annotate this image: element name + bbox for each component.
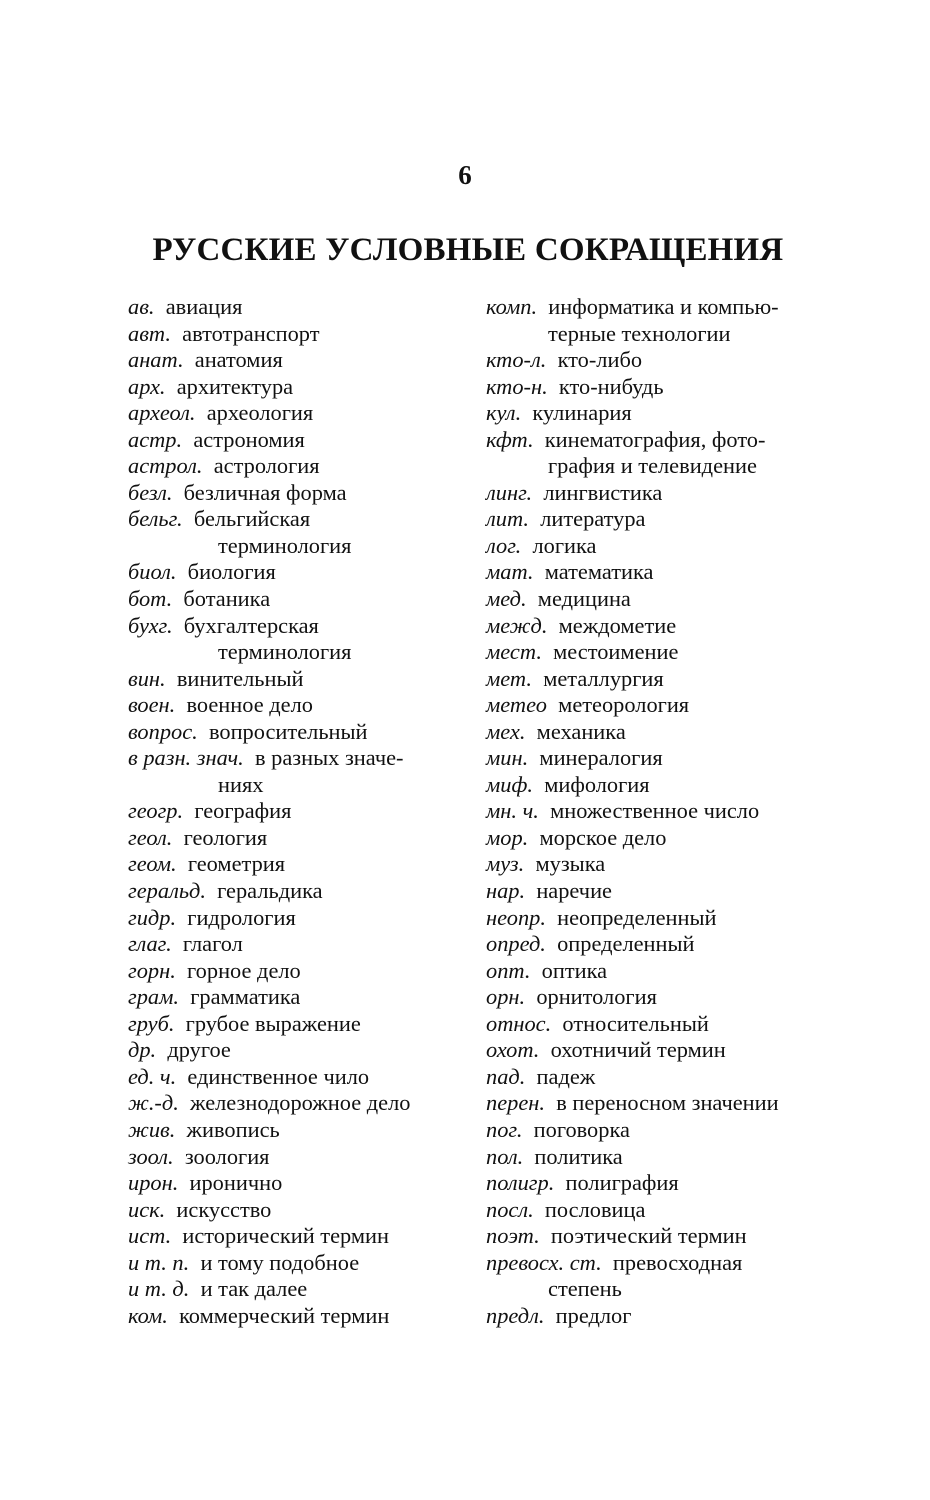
- abbreviation-entry: [128, 506, 468, 533]
- abbreviation-meaning: бельгийская: [193, 506, 311, 532]
- abbreviation-entry: [486, 878, 826, 905]
- abbreviation-entry: [486, 639, 826, 666]
- abbreviation-meaning: множественное число: [550, 798, 760, 824]
- abbreviation-entry: [486, 1064, 826, 1091]
- abbreviation-meaning: другое: [167, 1037, 231, 1063]
- abbreviation-meaning: орнитология: [536, 984, 657, 1010]
- abbreviation: астр.: [128, 426, 183, 452]
- abbreviation-meaning: информатика и компью-: [548, 294, 779, 319]
- abbreviation-entry: [486, 692, 826, 719]
- abbreviation: ист.: [128, 1223, 172, 1249]
- abbreviation: ав.: [128, 294, 155, 319]
- abbreviation-entry: [486, 1250, 826, 1277]
- abbreviation-entry: [486, 1117, 826, 1144]
- abbreviation-meaning: исторический термин: [182, 1223, 390, 1249]
- abbreviation: полигр.: [486, 1170, 555, 1196]
- abbreviation-meaning: междометие: [558, 612, 677, 638]
- abbreviation-meaning: кулинария: [532, 400, 632, 426]
- abbreviation: ж.-д.: [128, 1090, 179, 1116]
- abbreviation: превосх. ст.: [486, 1249, 602, 1275]
- abbreviation-entry: [486, 559, 826, 586]
- abbreviation-entry: [128, 825, 468, 852]
- abbreviation-meaning: металлургия: [543, 665, 664, 691]
- abbreviation-entry: [128, 1276, 468, 1303]
- abbreviation-meaning: иронично: [189, 1170, 283, 1196]
- abbreviation: мех.: [486, 718, 526, 744]
- abbreviation-entry: [486, 958, 826, 985]
- abbreviation: мн. ч.: [486, 798, 539, 824]
- abbreviation-meaning: медицина: [537, 586, 631, 612]
- abbreviation-meaning: оптика: [541, 957, 608, 983]
- right-column: [486, 294, 826, 1329]
- abbreviation-entry: [486, 427, 826, 454]
- abbreviation: в разн. знач.: [128, 745, 244, 771]
- abbreviation: арх.: [128, 373, 166, 399]
- abbreviation-meaning: музыка: [535, 851, 606, 877]
- abbreviation-meaning: автотранспорт: [182, 320, 320, 346]
- abbreviation-entry: [486, 1144, 826, 1171]
- abbreviation-meaning: определенный: [557, 931, 695, 957]
- abbreviation: мед.: [486, 586, 527, 612]
- abbreviation: воен.: [128, 692, 176, 718]
- abbreviation: межд.: [486, 612, 548, 638]
- abbreviation-meaning: авиация: [165, 294, 243, 319]
- abbreviation-meaning: железнодорожное дело: [190, 1090, 411, 1116]
- abbreviation-entry: [128, 453, 468, 480]
- abbreviation: анат.: [128, 347, 184, 373]
- abbreviation-meaning: вопросительный: [208, 718, 368, 744]
- abbreviation-meaning: кинематография, фото-: [544, 426, 766, 452]
- abbreviation: ирон.: [128, 1170, 179, 1196]
- abbreviation: пад.: [486, 1063, 526, 1089]
- abbreviation-entry: [486, 480, 826, 507]
- abbreviation-meaning: зоология: [184, 1143, 270, 1169]
- abbreviation-entry: [486, 666, 826, 693]
- abbreviation-meaning: и тому подобное: [200, 1249, 360, 1275]
- abbreviation-entry: [486, 1037, 826, 1064]
- abbreviation-entry: [128, 851, 468, 878]
- abbreviation: лог.: [486, 532, 522, 558]
- abbreviation-entry: [128, 1170, 468, 1197]
- abbreviation-meaning: падеж: [536, 1063, 596, 1089]
- abbreviation-meaning: механика: [536, 718, 626, 744]
- abbreviation: зоол.: [128, 1143, 174, 1169]
- abbreviation-entry: [486, 1223, 826, 1250]
- abbreviation-entry: [486, 825, 826, 852]
- abbreviation-entry: [128, 745, 468, 772]
- abbreviation-entry: [486, 586, 826, 613]
- abbreviation-entry: [128, 480, 468, 507]
- abbreviation-meaning: наречие: [536, 878, 612, 904]
- abbreviation: груб.: [128, 1010, 175, 1036]
- abbreviation-meaning: пословица: [544, 1196, 646, 1222]
- abbreviation-meaning-continued: терминология: [218, 532, 352, 558]
- abbreviation: гидр.: [128, 904, 177, 930]
- abbreviation-entry: [128, 1090, 468, 1117]
- abbreviation-meaning: в разных значе-: [254, 745, 404, 771]
- abbreviation-meaning: география: [194, 798, 292, 824]
- abbreviation-entry: [486, 905, 826, 932]
- abbreviation-meaning: искусство: [176, 1196, 272, 1222]
- abbreviation: мет.: [486, 665, 532, 691]
- abbreviation: пог.: [486, 1116, 523, 1142]
- abbreviation: горн.: [128, 957, 176, 983]
- abbreviation-meaning: анатомия: [194, 347, 283, 373]
- abbreviation: мат.: [486, 559, 534, 585]
- abbreviation-meaning: винительный: [176, 665, 304, 691]
- abbreviation: кто-н.: [486, 373, 548, 399]
- abbreviation: линг.: [486, 479, 533, 505]
- abbreviation-meaning: бухгалтерская: [183, 612, 319, 638]
- abbreviation: опред.: [486, 931, 546, 957]
- abbreviation: ед. ч.: [128, 1063, 177, 1089]
- abbreviation: авт.: [128, 320, 171, 346]
- abbreviation-meaning: относительный: [562, 1010, 709, 1036]
- abbreviation: кфт.: [486, 426, 534, 452]
- abbreviation: лит.: [486, 506, 529, 532]
- abbreviation-entry: [128, 1223, 468, 1250]
- abbreviation: нар.: [486, 878, 526, 904]
- abbreviation: безл.: [128, 479, 173, 505]
- abbreviation-entry: [128, 1064, 468, 1091]
- abbreviation: муз.: [486, 851, 525, 877]
- abbreviation-entry: [128, 878, 468, 905]
- abbreviation: бот.: [128, 586, 173, 612]
- abbreviation-entry: [128, 958, 468, 985]
- abbreviation-entry: [486, 533, 826, 560]
- abbreviation: кто-л.: [486, 347, 547, 373]
- abbreviation-meaning: логика: [532, 532, 597, 558]
- abbreviation-entry: [128, 1011, 468, 1038]
- abbreviation: жив.: [128, 1116, 176, 1142]
- abbreviation-meaning: в переносном значении: [556, 1090, 779, 1116]
- page-number: 6: [458, 160, 472, 190]
- abbreviation-meaning: охотничий термин: [550, 1037, 726, 1063]
- abbreviation-entry: [486, 400, 826, 427]
- abbreviation: иск.: [128, 1196, 166, 1222]
- abbreviation-meaning: архитектура: [176, 373, 294, 399]
- abbreviation: бельг.: [128, 506, 183, 532]
- abbreviation: вопрос.: [128, 718, 198, 744]
- abbreviation-entry: [128, 613, 468, 640]
- abbreviation: и т. п.: [128, 1249, 190, 1275]
- abbreviation-meaning: полиграфия: [565, 1170, 679, 1196]
- abbreviation-meaning: неопределенный: [557, 904, 717, 930]
- abbreviation-meaning: предлог: [555, 1302, 632, 1328]
- abbreviation: биол.: [128, 559, 177, 585]
- abbreviation: грам.: [128, 984, 180, 1010]
- abbreviation-entry: [128, 347, 468, 374]
- abbreviation: перен.: [486, 1090, 545, 1116]
- abbreviation-meaning: горное дело: [187, 957, 301, 983]
- abbreviation: ком.: [128, 1302, 168, 1328]
- abbreviation-meaning-continued: степень: [548, 1276, 622, 1302]
- abbreviation-entry: [128, 321, 468, 348]
- abbreviation-entry: [128, 931, 468, 958]
- abbreviation-entry: [128, 984, 468, 1011]
- abbreviation-entry: [486, 1090, 826, 1117]
- abbreviation-meaning: мифология: [544, 771, 650, 797]
- page-title: РУССКИЕ УСЛОВНЫЕ СОКРАЩЕНИЯ: [152, 232, 784, 268]
- abbreviation-meaning: лингвистика: [543, 479, 663, 505]
- abbreviation-meaning: глагол: [182, 931, 243, 957]
- abbreviation-meaning: военное дело: [186, 692, 313, 718]
- abbreviation: астрол.: [128, 453, 203, 479]
- abbreviation-meaning: метеорология: [558, 692, 690, 718]
- abbreviation-entry: [486, 1170, 826, 1197]
- abbreviation-entry: [128, 294, 468, 321]
- abbreviation-meaning: биология: [187, 559, 276, 585]
- abbreviation: предл.: [486, 1302, 545, 1328]
- abbreviation-entry: [128, 1117, 468, 1144]
- abbreviation: археол.: [128, 400, 196, 426]
- abbreviation-entry: [128, 905, 468, 932]
- abbreviation-meaning: живопись: [186, 1116, 280, 1142]
- abbreviation-entry: [128, 1303, 468, 1330]
- abbreviation-meaning: математика: [544, 559, 654, 585]
- abbreviation-meaning: превосходная: [612, 1249, 743, 1275]
- abbreviation-entry: [128, 1250, 468, 1277]
- abbreviation: вин.: [128, 665, 166, 691]
- abbreviation-meaning: астрономия: [193, 426, 305, 452]
- abbreviation-meaning-continued: ниях: [218, 771, 264, 797]
- abbreviation-entry: [486, 1303, 826, 1330]
- abbreviation-entry: [128, 798, 468, 825]
- abbreviation-entry: [128, 692, 468, 719]
- abbreviation: мор.: [486, 824, 529, 850]
- abbreviation: др.: [128, 1037, 157, 1063]
- abbreviation: метео: [486, 692, 547, 718]
- abbreviation-entry: [486, 506, 826, 533]
- abbreviation-entry: [486, 719, 826, 746]
- abbreviation-entry: [486, 1197, 826, 1224]
- abbreviation-meaning: поэтический термин: [550, 1223, 747, 1249]
- abbreviation: геогр.: [128, 798, 184, 824]
- abbreviation-meaning: морское дело: [539, 824, 667, 850]
- abbreviation: бухг.: [128, 612, 173, 638]
- abbreviation-entry: [486, 851, 826, 878]
- abbreviation-entry: [486, 294, 826, 321]
- abbreviation: неопр.: [486, 904, 546, 930]
- abbreviation-entry: [486, 931, 826, 958]
- abbreviation-meaning: местоимение: [553, 639, 679, 665]
- abbreviation-meaning: поговорка: [533, 1116, 630, 1142]
- abbreviation-entry: [128, 374, 468, 401]
- abbreviation-meaning: коммерческий термин: [179, 1302, 390, 1328]
- abbreviation-entry: [486, 374, 826, 401]
- abbreviation: мин.: [486, 745, 529, 771]
- abbreviation-entry: [486, 984, 826, 1011]
- abbreviation-meaning-continued: графия и телевидение: [548, 453, 757, 479]
- abbreviation-entry: [486, 798, 826, 825]
- abbreviation-entry: [128, 719, 468, 746]
- left-column: [128, 294, 468, 1329]
- abbreviation-entry: [486, 745, 826, 772]
- abbreviation: орн.: [486, 984, 526, 1010]
- abbreviation-entry: [128, 427, 468, 454]
- abbreviation-meaning: грубое выражение: [185, 1010, 361, 1036]
- abbreviation-meaning: и так далее: [200, 1276, 308, 1302]
- abbreviation: кул.: [486, 400, 522, 426]
- abbreviation-entry: [486, 772, 826, 799]
- abbreviation-entry: [128, 400, 468, 427]
- abbreviation-entry: [128, 586, 468, 613]
- abbreviation: опт.: [486, 957, 531, 983]
- abbreviation-meaning: кто-либо: [557, 347, 643, 373]
- abbreviation-meaning-continued: терные технологии: [548, 320, 731, 346]
- abbreviation-entry: [486, 613, 826, 640]
- abbreviation-entry: [486, 1011, 826, 1038]
- abbreviation: посл.: [486, 1196, 534, 1222]
- abbreviation-meaning: безличная форма: [183, 479, 347, 505]
- abbreviation-meaning: гидрология: [187, 904, 296, 930]
- abbreviation-meaning: грамматика: [190, 984, 301, 1010]
- abbreviation-entry: [128, 559, 468, 586]
- abbreviation-meaning: кто-нибудь: [558, 373, 664, 399]
- abbreviation-meaning: геральдика: [217, 878, 323, 904]
- abbreviation-meaning: литература: [540, 506, 646, 532]
- abbreviation: охот.: [486, 1037, 540, 1063]
- abbreviation: геом.: [128, 851, 177, 877]
- abbreviation-meaning-continued: терминология: [218, 639, 352, 665]
- abbreviation: пол.: [486, 1143, 524, 1169]
- abbreviation: относ.: [486, 1010, 552, 1036]
- abbreviation: глаг.: [128, 931, 172, 957]
- abbreviation-meaning: ботаника: [183, 586, 271, 612]
- abbreviation-meaning: геология: [183, 824, 268, 850]
- abbreviation: геол.: [128, 824, 173, 850]
- abbreviation: и т. д.: [128, 1276, 190, 1302]
- abbreviation-entry: [128, 1037, 468, 1064]
- abbreviation-meaning: астрология: [213, 453, 320, 479]
- abbreviation: комп.: [486, 294, 538, 319]
- abbreviation: миф.: [486, 771, 533, 797]
- abbreviation-meaning: минералогия: [539, 745, 663, 771]
- abbreviation: геральд.: [128, 878, 206, 904]
- abbreviation: мест.: [486, 639, 542, 665]
- abbreviation-entry: [128, 1144, 468, 1171]
- abbreviation-meaning: археология: [206, 400, 314, 426]
- abbreviation: поэт.: [486, 1223, 540, 1249]
- abbreviation-meaning: единственное чило: [187, 1063, 370, 1089]
- abbreviation-entry: [486, 347, 826, 374]
- abbreviation-entry: [128, 666, 468, 693]
- abbreviation-entry: [128, 1197, 468, 1224]
- abbreviation-meaning: политика: [534, 1143, 623, 1169]
- abbreviation-meaning: геометрия: [187, 851, 286, 877]
